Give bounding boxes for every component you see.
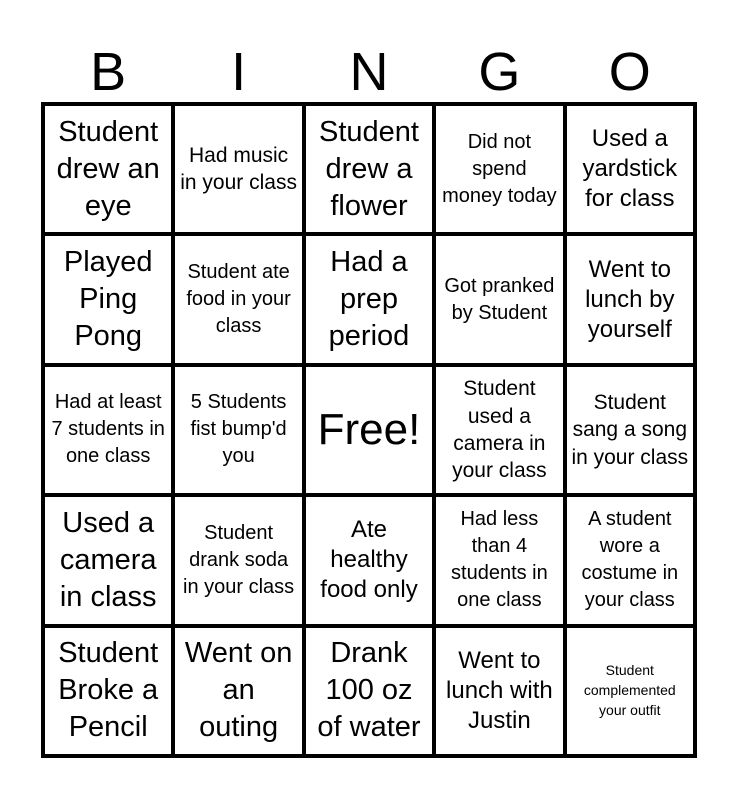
header-letter-i: I (231, 42, 247, 102)
bingo-cell-label: Student drank soda in your class (183, 521, 295, 598)
bingo-board (41, 102, 697, 758)
bingo-cell-label: Went to lunch by yourself (585, 255, 675, 343)
bingo-cell-label: Had less than 4 students in one class (451, 508, 548, 612)
bingo-cell-r3-c0[interactable] (45, 497, 171, 623)
bingo-cell-label: Had a prep period (328, 245, 410, 353)
bingo-header (43, 40, 695, 104)
bingo-cell-label: Had at least 7 students in one class (51, 391, 165, 468)
bingo-cell-free[interactable] (306, 367, 432, 493)
free-space-label: Free! (317, 404, 421, 454)
bingo-cell-r1-c0[interactable] (45, 236, 171, 362)
bingo-cell-label: Played Ping Pong (63, 245, 153, 353)
bingo-cell-label: Student complemented your outfit (583, 661, 676, 718)
bingo-cell-r0-c2[interactable] (306, 106, 432, 232)
bingo-cell-r0-c3[interactable] (436, 106, 562, 232)
bingo-cell-r4-c0[interactable] (45, 628, 171, 754)
header-letter-g: G (478, 42, 521, 102)
bingo-cell-r4-c1[interactable] (175, 628, 301, 754)
bingo-cell-label: Used a camera in class (59, 506, 157, 613)
bingo-cell-label: A student wore a costume in your class (581, 508, 679, 612)
bingo-cell-label: Student ate food in your class (186, 261, 291, 338)
bingo-cell-r2-c3[interactable] (436, 367, 562, 493)
bingo-cell-r1-c2[interactable] (306, 236, 432, 362)
bingo-cell-label: Student drew a flower (319, 115, 419, 222)
bingo-cell-r0-c4[interactable] (567, 106, 693, 232)
bingo-cell-r2-c0[interactable] (45, 367, 171, 493)
bingo-cell-label: Drank 100 oz of water (317, 637, 421, 744)
bingo-cell-r2-c1[interactable] (175, 367, 301, 493)
bingo-cell-r1-c1[interactable] (175, 236, 301, 362)
bingo-cell-label: Student Broke a Pencil (58, 637, 159, 744)
header-letter-b: B (90, 42, 127, 102)
bingo-cell-r4-c3[interactable] (436, 628, 562, 754)
bingo-cell-label: Student drew an eye (56, 115, 160, 222)
bingo-cell-label: Used a yardstick for class (582, 125, 678, 213)
bingo-cell-r3-c4[interactable] (567, 497, 693, 623)
bingo-cell-r1-c4[interactable] (567, 236, 693, 362)
bingo-cell-r2-c4[interactable] (567, 367, 693, 493)
bingo-cell-label: Got pranked by Student (444, 274, 555, 324)
bingo-cell-r4-c2[interactable] (306, 628, 432, 754)
bingo-cell-label: 5 Students fist bump'd you (190, 391, 287, 468)
header-letter-n: N (349, 42, 389, 102)
header-letter-o: O (608, 42, 651, 102)
bingo-cell-r0-c0[interactable] (45, 106, 171, 232)
bingo-cell-label: Did not spend money today (442, 130, 557, 207)
bingo-cell-label: Went on an outing (184, 637, 293, 744)
bingo-cell-label: Had music in your class (180, 143, 297, 195)
bingo-cell-label: Went to lunch with Justin (446, 646, 553, 734)
bingo-cell-r1-c3[interactable] (436, 236, 562, 362)
bingo-cell-r3-c2[interactable] (306, 497, 432, 623)
bingo-cell-label: Student sang a song in your class (571, 391, 689, 469)
bingo-cell-r0-c1[interactable] (175, 106, 301, 232)
bingo-cell-label: Student used a camera in your class (452, 377, 547, 483)
bingo-cell-label: Ate healthy food only (320, 516, 418, 604)
bingo-cell-r4-c4[interactable] (567, 628, 693, 754)
bingo-cell-r3-c3[interactable] (436, 497, 562, 623)
bingo-cell-r3-c1[interactable] (175, 497, 301, 623)
